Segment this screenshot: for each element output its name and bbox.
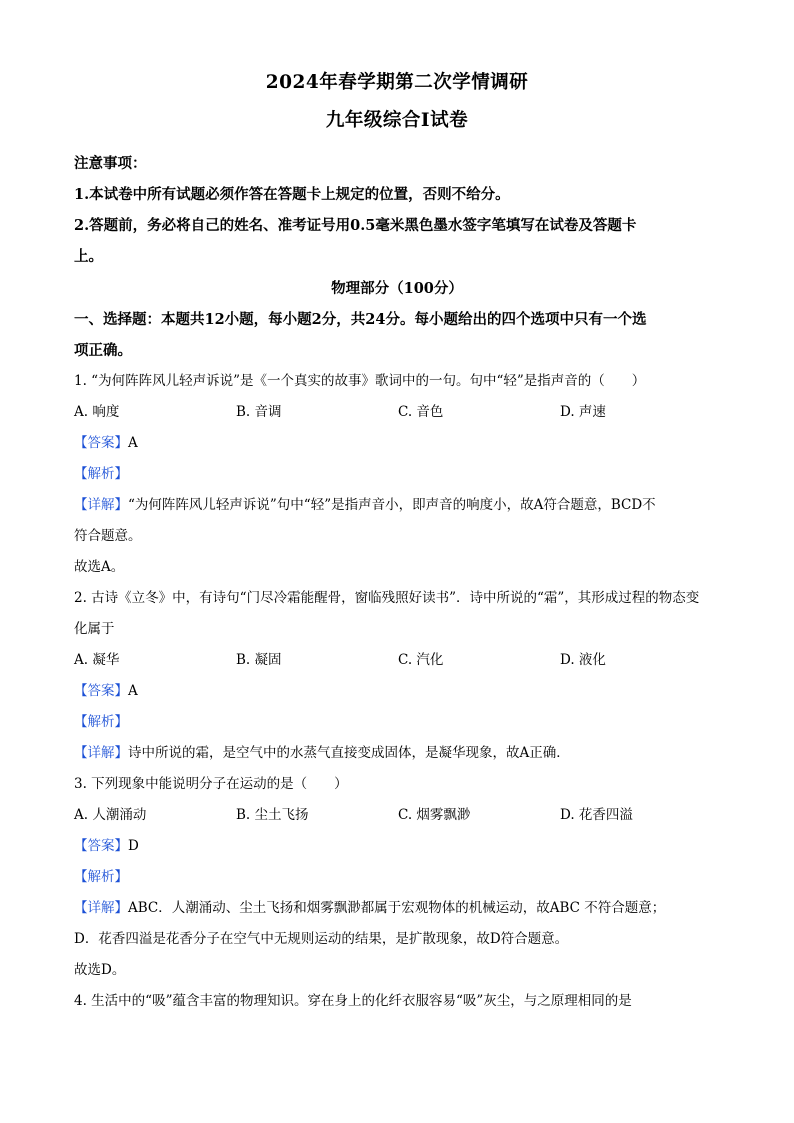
question-2-answer	[74, 676, 720, 707]
answer-tag: 【答案】	[74, 683, 128, 699]
option-a: A. 人潮涌动	[74, 807, 147, 823]
analysis-tag: 【解析】	[74, 466, 128, 482]
option-c: C. 音色	[398, 404, 444, 420]
question-1-answer	[74, 428, 720, 459]
question-3-options	[74, 800, 720, 831]
option-a: A. 凝华	[74, 652, 120, 668]
detail-tag: 【详解】	[74, 497, 128, 513]
detail-tag: 【详解】	[74, 900, 128, 916]
option-d: D. 声速	[560, 404, 606, 420]
answer-value: A	[128, 683, 138, 699]
exam-title: 2024年春学期第二次学情调研	[265, 72, 529, 93]
question-3-stem: 3. 下列现象中能说明分子在运动的是（ ）	[74, 776, 348, 792]
analysis-tag: 【解析】	[74, 869, 128, 885]
section-title: 物理部分（100分）	[331, 280, 463, 297]
question-3-analysis	[74, 862, 720, 893]
question-2-detail-line-1	[74, 738, 720, 769]
option-a: A. 响度	[74, 404, 120, 420]
answer-value: A	[128, 435, 138, 451]
question-1-analysis	[74, 459, 720, 490]
exam-subtitle: 九年级综合Ⅰ试卷	[325, 110, 469, 131]
option-d: D. 液化	[560, 652, 606, 668]
option-b: B. 凝固	[236, 652, 282, 668]
option-b: B. 尘土飞扬	[236, 807, 309, 823]
option-c: C. 汽化	[398, 652, 444, 668]
notice-item-2-line-2: 上。	[74, 248, 103, 265]
question-3-detail-line-2: D．花香四溢是花香分子在空气中无规则运动的结果，是扩散现象，故D符合题意。	[74, 931, 569, 947]
question-2-options	[74, 645, 720, 676]
question-3-answer	[74, 831, 720, 862]
detail-text: ABC．人潮涌动、尘土飞扬和烟雾飘渺都属于宏观物体的机械运动，故ABC 不符合题意；	[128, 900, 666, 916]
answer-value: D	[128, 838, 139, 854]
section-instructions-line-2: 项正确。	[74, 342, 132, 359]
analysis-tag: 【解析】	[74, 714, 128, 730]
question-2-stem-line-1: 2. 古诗《立冬》中，有诗句“门尽冷霜能醒骨，窗临残照好读书”．诗中所说的“霜”，其形成过程的物态变	[74, 590, 700, 606]
option-b: B. 音调	[236, 404, 282, 420]
question-1-stem: 1. “为何阵阵风儿轻声诉说”是《一个真实的故事》歌词中的一句。句中“轻”是指声音的（ ）	[74, 373, 646, 389]
answer-tag: 【答案】	[74, 838, 128, 854]
question-1-detail-line-2: 符合题意。	[74, 528, 142, 544]
detail-text: “为何阵阵风儿轻声诉说”句中“轻”是指声音小，即声音的响度小，故A符合题意，BCD不	[128, 497, 656, 513]
question-4-stem: 4. 生活中的“吸”蕴含丰富的物理知识。穿在身上的化纤衣服容易“吸”灰尘，与之原理相同的是	[74, 993, 632, 1009]
notice-item-1: 1.本试卷中所有试题必须作答在答题卡上规定的位置，否则不给分。	[74, 186, 510, 203]
question-1-conclusion: 故选A。	[74, 559, 125, 575]
question-3-detail-line-1	[74, 893, 720, 924]
section-instructions-line-1: 一、选择题：本题共12小题，每小题2分，共24分。每小题给出的四个选项中只有一个选	[74, 311, 647, 328]
question-1-options	[74, 397, 720, 428]
detail-text: 诗中所说的霜，是空气中的水蒸气直接变成固体，是凝华现象，故A正确．	[128, 745, 570, 761]
question-1-detail-line-1	[74, 490, 720, 521]
answer-tag: 【答案】	[74, 435, 128, 451]
option-c: C. 烟雾飘渺	[398, 807, 471, 823]
option-d: D. 花香四溢	[560, 807, 633, 823]
notice-heading: 注意事项：	[74, 155, 147, 172]
notice-item-2-line-1: 2.答题前，务必将自己的姓名、准考证号用0.5毫米黑色墨水签字笔填写在试卷及答题卡	[74, 217, 637, 234]
question-2-analysis	[74, 707, 720, 738]
question-3-conclusion: 故选D。	[74, 962, 126, 978]
question-2-stem-line-2: 化属于	[74, 621, 115, 637]
detail-tag: 【详解】	[74, 745, 128, 761]
